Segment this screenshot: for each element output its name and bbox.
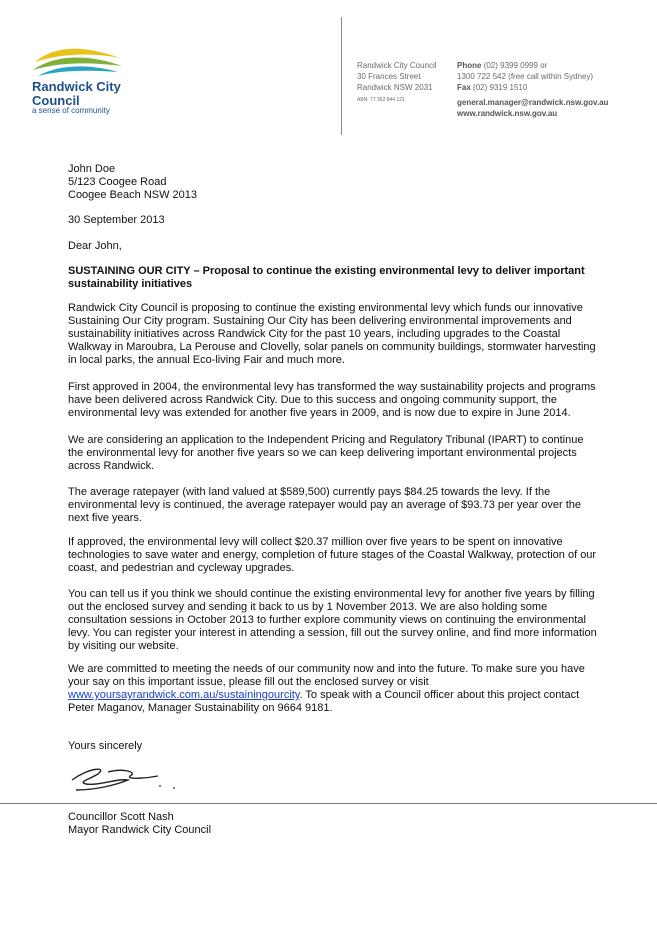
website-link[interactable]: www.randwick.nsw.gov.au	[457, 109, 558, 118]
final-text-post: . To speak with a Council officer about this project contact Peter Maganov, Manager Sustainability on 9664 9181.	[68, 689, 580, 714]
body-paragraph: If approved, the environmental levy will collect $20.37 million over five years to be spent on innovative technologies to save water and energy, completion of future stages of the Coastal Walkway, protection of our coast, and pedestrian and cycleway upgrades.	[68, 536, 597, 574]
body-paragraph-final	[68, 663, 600, 715]
council-web-contacts	[457, 97, 608, 119]
final-text-pre: We are committed to meeting the needs of our community now and into the future. To make sure you have your say on this important issue, please fill out the enclosed survey or visit	[68, 663, 585, 688]
signer-block	[68, 811, 211, 837]
logo-wordmark	[32, 80, 121, 108]
phone-value: (02) 9399 0999 or	[483, 61, 548, 70]
footer-divider	[0, 803, 657, 804]
address-line: Randwick NSW 2031	[357, 83, 433, 92]
signature-image	[68, 760, 188, 798]
logo-tagline: a sense of community	[32, 106, 110, 115]
signer-title: Mayor Randwick City Council	[68, 824, 212, 836]
recipient-address	[68, 163, 197, 202]
recipient-suburb: Coogee Beach NSW 2013	[68, 189, 198, 201]
header-divider	[341, 17, 342, 135]
body-paragraph: You can tell us if you think we should continue the existing environmental levy for another five years by filling out the enclosed survey and sending it back to us by 1 November 2013. We are also holding some consultation sessions in October 2013 to further explore community views on continuing the environmental levy. You can register your interest in attending a session, fill out the survey online, and find more information by visiting our website.	[68, 588, 597, 652]
fax-line	[457, 82, 593, 93]
body-paragraph: We are considering an application to the Independent Pricing and Regulatory Tribunal (IPART) to continue the environmental levy for another five years so we can keep delivering important environmental projects across Randwick.	[68, 434, 584, 472]
abn-number: ABN: 77 362 844 121	[357, 97, 405, 103]
logo-line-2: Council	[32, 93, 80, 108]
letter-subject: SUSTAINING OUR CITY – Proposal to continue the existing environmental levy to deliver important sustainability initiatives	[68, 265, 585, 290]
survey-link[interactable]: www.yoursayrandwick.com.au/sustainingourcity	[68, 689, 300, 701]
address-line: 30 Frances Street	[357, 72, 421, 81]
fax-label: Fax	[457, 83, 471, 92]
letter-date: 30 September 2013	[68, 214, 165, 226]
greeting: Dear John,	[68, 240, 122, 252]
signer-name: Councillor Scott Nash	[68, 811, 174, 823]
phone-line	[457, 60, 593, 71]
fax-value: (02) 9319 1510	[473, 83, 528, 92]
address-line: Randwick City Council	[357, 61, 437, 70]
recipient-name: John Doe	[68, 163, 116, 175]
email-link[interactable]: general.manager@randwick.nsw.gov.au	[457, 98, 609, 107]
council-address	[357, 60, 437, 93]
recipient-street: 5/123 Coogee Road	[68, 176, 167, 188]
logo-line-1: Randwick City	[32, 79, 121, 94]
phone-alt: 1300 722 542 (free call within Sydney)	[457, 72, 594, 81]
body-paragraph: Randwick City Council is proposing to continue the existing environmental levy which funds our innovative Sustaining Our City program. Sustaining Our City has been delivering environmental improvements and sustainability initiatives across Randwick City for the past 10 years, including upgrades to the Coastal Walkway in Maroubra, La Perouse and Clovelly, solar panels on community buildings, stormwater harvesting in local parks, the annual Eco-living Fair and much more.	[68, 302, 596, 366]
body-paragraph: The average ratepayer (with land valued at $589,500) currently pays $84.25 towards the levy. If the environmental levy is continued, the average ratepayer would pay an average of $93.73 per year over the next five years.	[68, 486, 582, 524]
closing-line: Yours sincerely	[68, 740, 143, 752]
phone-label: Phone	[457, 61, 482, 70]
body-paragraph: First approved in 2004, the environmental levy has transformed the way sustainability projects and programs have been delivered across Randwick City. Due to this success and ongoing community support, the environmental levy was extended for another five years in 2009, and is now due to expire in June 2014.	[68, 381, 596, 419]
contact-details	[457, 60, 593, 93]
